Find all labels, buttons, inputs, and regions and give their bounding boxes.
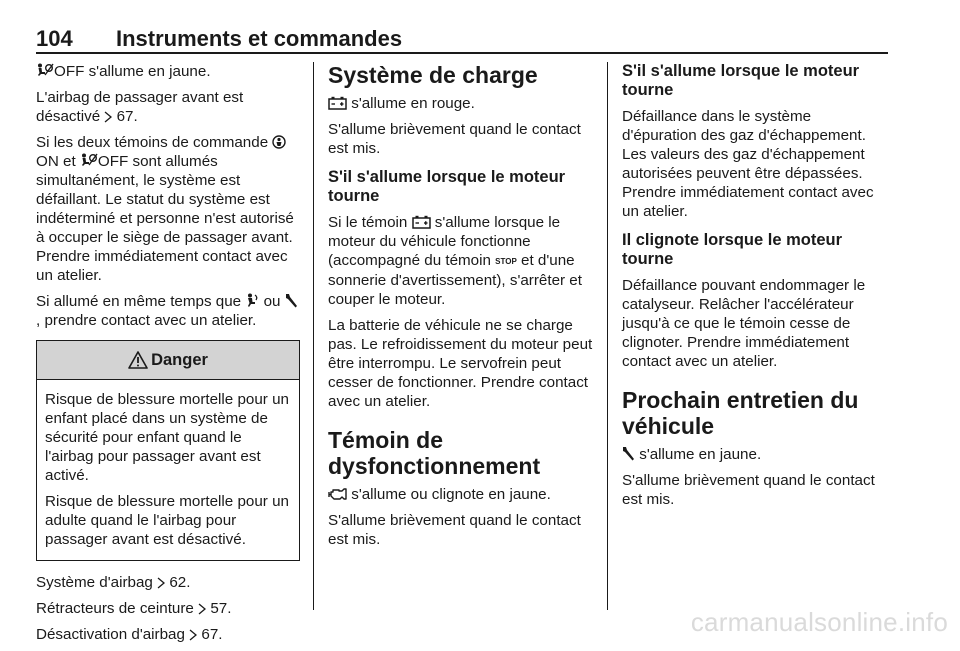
airbag-on-icon — [272, 135, 286, 149]
column-right — [622, 62, 888, 516]
paragraph-airbag-disabled — [36, 88, 300, 126]
paragraph-charging-running — [328, 213, 594, 309]
airbag-off-icon — [36, 63, 54, 78]
paragraph-briefly-on-3: S'allume brièvement quand le contact est mis. — [622, 472, 875, 508]
danger-box — [36, 340, 300, 561]
paragraph-briefly-on: S'allume brièvement quand le contact est mis. — [328, 121, 581, 157]
page-ref-arrow-icon — [189, 629, 197, 641]
header-rule — [36, 52, 888, 54]
paragraph-briefly-on-2: S'allume brièvement quand le contact est mis. — [328, 512, 581, 548]
danger-header — [37, 341, 299, 380]
text: s'allume en jaune. — [635, 446, 762, 463]
column-middle — [328, 62, 594, 556]
paragraph-service-yellow — [622, 445, 888, 464]
text: Si allumé en même temps que — [36, 293, 246, 310]
reference-link[interactable] — [36, 573, 300, 592]
text: ON et — [36, 153, 80, 170]
text: Rétracteurs de ceinture — [36, 600, 199, 617]
text: OFF s'allume en jaune. — [54, 63, 211, 80]
column-divider-2 — [607, 62, 608, 610]
column-divider-1 — [313, 62, 314, 610]
text: et d'une sonnerie d'avertissement), s'arrêter et couper le moteur. — [328, 252, 582, 308]
warning-triangle-icon — [128, 351, 148, 369]
paragraph-exhaust-fault: Défaillance dans le système d'épuration des gaz d'échappement. Les valeurs des gaz d'échappement autorisées peuvent être dépassées. Prendre immédiatement contact avec un atelier. — [622, 108, 874, 220]
column-left — [36, 62, 300, 651]
subheading-running-2: S'il s'allume lorsque le moteur tourne — [622, 62, 860, 99]
text: 62. — [165, 574, 191, 591]
text: L'airbag de passager avant est désactivé — [36, 89, 244, 125]
text: Désactivation d'airbag — [36, 626, 190, 643]
paragraph-catalyst-fault: Défaillance pouvant endommager le catalyseur. Relâcher l'accélérateur jusqu'à ce que le témoin cesse de clignoter. Prendre immédiatement contact avec un atelier. — [622, 277, 866, 370]
airbag-warning-icon — [245, 293, 259, 308]
text: 67. — [197, 626, 223, 643]
page-title: Instruments et commandes — [116, 26, 403, 51]
page-number: 104 — [36, 26, 73, 51]
text: s'allume en rouge. — [347, 95, 475, 112]
page-header — [36, 26, 888, 50]
airbag-off-icon — [80, 153, 98, 168]
engine-check-icon — [328, 487, 347, 501]
battery-icon — [412, 215, 431, 229]
danger-text-2: Risque de blessure mortelle pour un adulte quand le l'airbag pour passager avant est désactivé. — [45, 493, 289, 548]
reference-link[interactable] — [36, 599, 300, 618]
text: , prendre contact avec un atelier. — [36, 312, 257, 329]
danger-body — [37, 380, 299, 560]
subheading-running: S'il s'allume lorsque le moteur tourne — [328, 168, 566, 205]
paragraph-airbag-off — [36, 62, 300, 81]
paragraph-battery-not-charging: La batterie de véhicule ne se charge pas. Le refroidissement du moteur peut être interrompu. Le servofrein peut cesser de fonctionner. Prendre contact avec un atelier. — [328, 317, 593, 410]
text: 67. — [112, 108, 138, 125]
danger-title: Danger — [151, 350, 208, 369]
page-ref-arrow-icon — [198, 603, 206, 615]
paragraph-seat-indicator — [36, 292, 300, 330]
text: Système d'airbag — [36, 574, 158, 591]
danger-text-1: Risque de blessure mortelle pour un enfant placé dans un système de sécurité pour enfant quand le l'airbag pour passager avant est activé. — [45, 391, 289, 484]
service-wrench-icon — [285, 293, 298, 308]
page-ref-arrow-icon — [157, 577, 165, 589]
watermark: carmanualsonline.info — [690, 607, 948, 637]
paragraph-engine-yellow — [328, 485, 594, 504]
text: s'allume lorsque le moteur du véhicule fonctionne (accompagné du témoin — [328, 214, 561, 269]
battery-icon — [328, 96, 347, 110]
text: 57. — [206, 600, 232, 617]
text: Si les deux témoins de commande — [36, 134, 273, 151]
section-heading-malfunction: Témoin de dysfonctionnement — [328, 427, 541, 479]
text: s'allume ou clignote en jaune. — [347, 486, 551, 503]
section-heading-charging: Système de charge — [328, 62, 538, 88]
paragraph-both-indicators — [36, 133, 300, 285]
text: ou — [259, 293, 285, 310]
service-wrench-icon — [622, 446, 635, 461]
reference-link[interactable] — [36, 625, 300, 644]
text: Si le témoin — [328, 214, 412, 231]
paragraph-battery-red — [328, 94, 594, 113]
text: OFF sont allumés simultanément, le système est défaillant. Le statut du système est indéterminé et personne n'est autorisé à occuper le siège de passager avant. Prendre immédiatement contact avec un atelier. — [36, 153, 294, 284]
section-heading-service: Prochain entretien du véhicule — [622, 387, 859, 439]
stop-indicator-icon: STOP — [495, 257, 517, 266]
subheading-flashing: Il clignote lorsque le moteur tourne — [622, 231, 843, 268]
